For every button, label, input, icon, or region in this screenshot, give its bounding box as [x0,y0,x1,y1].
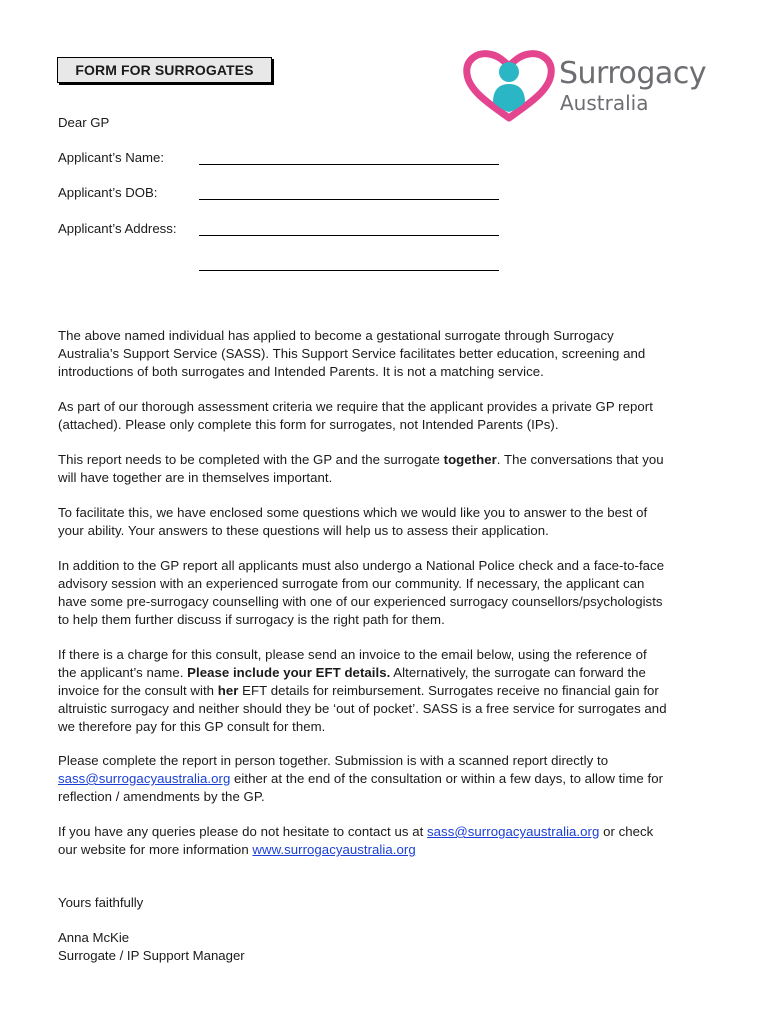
paragraph-intro [58,327,718,381]
email-link[interactable]: sass@surrogacyaustralia.org [58,771,231,786]
text-line: The above named individual has applied to become a gestational surrogate through Surrogacy [58,328,614,343]
signer-name: Anna McKie [58,930,130,945]
text-line: our website for more information www.surrogacyaustralia.org [58,842,416,857]
text-line: In addition to the GP report all applicants must also undergo a National Police check and a face-to-face [58,558,665,573]
text-line: your ability. Your answers to these questions will help us to assess their application. [58,523,549,538]
applicant-name-field[interactable] [199,164,499,165]
applicant-address-label: Applicant’s Address: [58,221,177,236]
heart-person-icon [463,50,555,122]
text-line: If there is a charge for this consult, please send an invoice to the email below, using the reference of [58,647,647,662]
text-line: advisory session with an experienced surrogate from our community. If necessary, the applicant can [58,576,645,591]
text-line: If you have any queries please do not hesitate to contact us at sass@surrogacyaustralia.org or check [58,824,654,839]
closing: Yours faithfully [58,895,144,910]
paragraph-assessment [58,398,718,434]
surrogacy-australia-logo [463,50,713,122]
text-line: have some pre-surrogacy counselling with one of our experienced surrogacy counsellors/psychologists [58,594,663,609]
text-line: the applicant’s name. Please include your EFT details. Alternatively, the surrogate can forward the [58,665,646,680]
paragraph-contact [58,823,718,859]
text-line: invoice for the consult with her EFT details for reimbursement. Surrogates receive no financial gain for [58,683,659,698]
text-line: introductions of both surrogates and Intended Parents. It is not a matching service. [58,364,544,379]
text-line: (attached). Please only complete this form for surrogates, not Intended Parents (IPs). [58,417,559,432]
applicant-name-label: Applicant’s Name: [58,150,165,165]
text-line: To facilitate this, we have enclosed some questions which we would like you to answer to the best of [58,505,648,520]
paragraph-requirements [58,557,718,629]
paragraph-questions [58,504,718,540]
logo-text-surrogacy: Surrogacy [559,56,707,91]
text-line: Please complete the report in person together. Submission is with a scanned report directly to [58,753,609,768]
contact-email-link[interactable]: sass@surrogacyaustralia.org [427,824,600,839]
emphasis-her: her [217,683,239,698]
paragraph-charges [58,646,718,736]
text-line: reflection / amendments by the GP. [58,789,265,804]
applicant-dob-field[interactable] [199,199,499,200]
applicant-dob-label: Applicant’s DOB: [58,185,158,200]
paragraph-submission [58,752,718,806]
text-line: to help them further discuss if surrogacy is the right path for them. [58,612,445,627]
text-line: we therefore pay for this GP consult for them. [58,719,326,734]
emphasis-together: together [443,452,497,467]
applicant-address-field-2[interactable] [199,270,499,271]
text-line: As part of our thorough assessment criteria we require that the applicant provides a private GP report [58,399,653,414]
logo-text-australia: Australia [560,91,649,115]
salutation: Dear GP [58,115,110,130]
website-link[interactable]: www.surrogacyaustralia.org [252,842,416,857]
form-title: FORM FOR SURROGATES [57,57,272,83]
text-line: Australia’s Support Service (SASS). This Support Service facilitates better education, screening and [58,346,646,361]
signer-title: Surrogate / IP Support Manager [58,948,245,963]
text-line: altruistic surrogacy and neither should they be ‘out of pocket’. SASS is a free service for surrogates and [58,701,667,716]
text-line: sass@surrogacyaustralia.org either at the end of the consultation or within a few days, to allow time for [58,771,664,786]
applicant-address-field-1[interactable] [199,235,499,236]
text-line: This report needs to be completed with the GP and the surrogate together. The conversations that you [58,452,664,467]
emphasis-eft: Please include your EFT details. [187,665,391,680]
paragraph-together [58,451,718,487]
text-line: will have together are in themselves important. [58,470,333,485]
